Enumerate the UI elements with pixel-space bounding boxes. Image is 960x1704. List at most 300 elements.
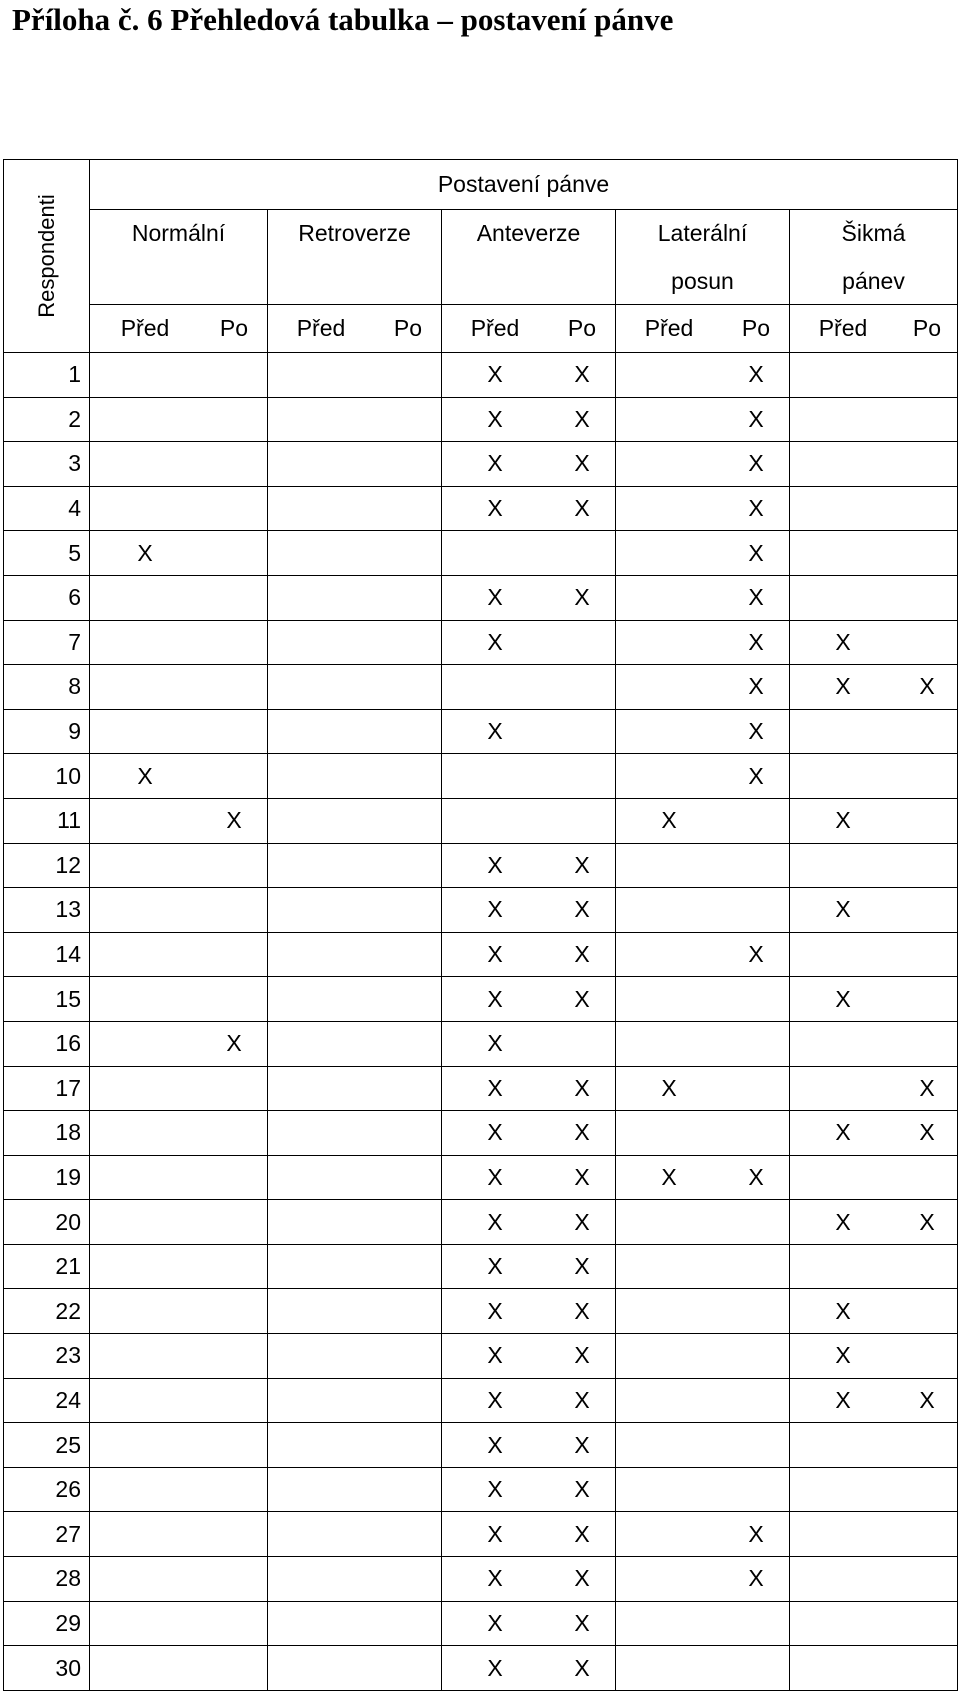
table-cell: X	[549, 1334, 616, 1379]
table-cell	[790, 709, 897, 754]
table-cell	[375, 1200, 442, 1245]
table-cell	[90, 1557, 201, 1602]
table-cell	[897, 709, 958, 754]
table-cell	[375, 1334, 442, 1379]
table-cell	[201, 932, 268, 977]
table-cell	[549, 620, 616, 665]
table-cell	[897, 977, 958, 1022]
table-cell: X	[790, 798, 897, 843]
table-cell	[268, 665, 375, 710]
table-cell	[268, 620, 375, 665]
table-row	[4, 843, 958, 888]
table-cell: X	[549, 1378, 616, 1423]
table-cell	[90, 1467, 201, 1512]
table-cell	[268, 754, 375, 799]
table-cell: X	[723, 486, 790, 531]
table-cell: X	[549, 1155, 616, 1200]
table-cell	[268, 1512, 375, 1557]
table-cell	[201, 1378, 268, 1423]
table-cell	[616, 1467, 723, 1512]
table-row	[4, 888, 958, 933]
table-cell: X	[549, 1200, 616, 1245]
table-cell	[723, 798, 790, 843]
table-cell: X	[549, 1244, 616, 1289]
table-cell	[790, 1512, 897, 1557]
table-cell	[442, 665, 549, 710]
table-cell	[90, 1378, 201, 1423]
respondent-number: 4	[4, 486, 90, 531]
table-row	[4, 1601, 958, 1646]
table-row	[4, 531, 958, 576]
table-row	[4, 754, 958, 799]
table-cell	[201, 1334, 268, 1379]
table-cell	[897, 843, 958, 888]
respondents-header: Respondenti	[33, 194, 59, 318]
table-cell: X	[442, 1646, 549, 1691]
table-cell	[90, 1334, 201, 1379]
table-cell	[375, 709, 442, 754]
table-cell	[90, 1289, 201, 1334]
table-cell	[790, 1557, 897, 1602]
table-cell: X	[442, 1378, 549, 1423]
table-cell	[616, 843, 723, 888]
table-cell	[616, 1512, 723, 1557]
table-cell: X	[616, 798, 723, 843]
table-cell	[616, 1334, 723, 1379]
table-cell	[268, 932, 375, 977]
table-row	[4, 486, 958, 531]
table-cell	[201, 888, 268, 933]
table-row	[4, 977, 958, 1022]
table-cell: X	[442, 397, 549, 442]
table-cell	[90, 1200, 201, 1245]
table-cell	[375, 1646, 442, 1691]
table-cell	[897, 798, 958, 843]
table-cell	[268, 1155, 375, 1200]
table-row	[4, 1244, 958, 1289]
table-cell	[268, 1021, 375, 1066]
table-cell: X	[897, 1378, 958, 1423]
respondent-number: 14	[4, 932, 90, 977]
table-cell	[549, 709, 616, 754]
table-cell	[90, 1601, 201, 1646]
table-cell: X	[723, 1155, 790, 1200]
table-cell	[790, 397, 897, 442]
category-sikma: Šikmá	[790, 209, 958, 258]
table-cell: X	[90, 531, 201, 576]
table-cell: X	[790, 1111, 897, 1156]
table-cell	[375, 486, 442, 531]
table-cell	[790, 1021, 897, 1066]
table-cell	[201, 575, 268, 620]
table-cell	[616, 1557, 723, 1602]
subheader-po: Po	[897, 305, 958, 353]
table-cell	[442, 754, 549, 799]
table-cell	[790, 531, 897, 576]
table-cell	[201, 1512, 268, 1557]
subheader-po: Po	[723, 305, 790, 353]
table-cell	[375, 620, 442, 665]
table-cell	[201, 1111, 268, 1156]
table-cell: X	[549, 1423, 616, 1468]
table-cell	[90, 620, 201, 665]
table-cell: X	[549, 1557, 616, 1602]
pelvis-position-table	[3, 159, 958, 1691]
table-row	[4, 1289, 958, 1334]
table-cell	[616, 1289, 723, 1334]
table-cell	[790, 1066, 897, 1111]
table-cell	[375, 843, 442, 888]
table-cell	[268, 843, 375, 888]
table-row	[4, 1512, 958, 1557]
page-title: Příloha č. 6 Přehledová tabulka – postavení pánve	[12, 2, 674, 37]
table-cell	[442, 798, 549, 843]
table-cell	[616, 1378, 723, 1423]
table-row	[4, 397, 958, 442]
subheader-pred: Před	[616, 305, 723, 353]
table-cell: X	[442, 709, 549, 754]
table-row	[4, 1467, 958, 1512]
subheader-pred: Před	[90, 305, 201, 353]
table-cell	[616, 397, 723, 442]
table-cell: X	[549, 1512, 616, 1557]
table-row	[4, 1111, 958, 1156]
table-cell	[375, 1111, 442, 1156]
table-cell	[723, 1200, 790, 1245]
table-cell	[897, 888, 958, 933]
respondent-number: 15	[4, 977, 90, 1022]
table-cell	[375, 1557, 442, 1602]
table-cell	[616, 531, 723, 576]
table-cell	[201, 1557, 268, 1602]
table-cell	[375, 977, 442, 1022]
table-cell	[616, 1200, 723, 1245]
table-cell	[90, 1066, 201, 1111]
table-cell	[897, 575, 958, 620]
table-cell	[375, 531, 442, 576]
table-cell	[90, 1021, 201, 1066]
table-cell	[90, 1646, 201, 1691]
table-cell	[616, 1423, 723, 1468]
table-cell: X	[549, 575, 616, 620]
table-cell	[790, 486, 897, 531]
table-cell: X	[790, 1289, 897, 1334]
respondent-number: 29	[4, 1601, 90, 1646]
table-cell	[201, 1601, 268, 1646]
table-cell	[90, 442, 201, 487]
table-cell	[268, 1557, 375, 1602]
table-cell	[897, 1155, 958, 1200]
table-cell	[616, 888, 723, 933]
table-cell	[616, 665, 723, 710]
table-cell	[897, 486, 958, 531]
table-row	[4, 442, 958, 487]
table-cell: X	[442, 1512, 549, 1557]
table-cell	[790, 1646, 897, 1691]
table-cell	[375, 575, 442, 620]
table-cell: X	[897, 1111, 958, 1156]
table-cell	[268, 709, 375, 754]
group-header: Postavení pánve	[90, 160, 958, 210]
table-cell	[375, 1021, 442, 1066]
respondent-number: 9	[4, 709, 90, 754]
respondent-number: 6	[4, 575, 90, 620]
subheader-po: Po	[549, 305, 616, 353]
table-cell: X	[442, 1021, 549, 1066]
table-cell: X	[897, 1066, 958, 1111]
respondent-number: 2	[4, 397, 90, 442]
table-row	[4, 1155, 958, 1200]
table-cell	[268, 353, 375, 398]
category-anteverze-line2	[442, 258, 616, 305]
table-cell	[723, 888, 790, 933]
table-cell: X	[723, 932, 790, 977]
table-cell	[268, 1066, 375, 1111]
table-cell: X	[442, 888, 549, 933]
respondent-number: 21	[4, 1244, 90, 1289]
table-cell	[90, 888, 201, 933]
table-row	[4, 575, 958, 620]
table-cell	[790, 1155, 897, 1200]
table-cell	[375, 932, 442, 977]
table-cell	[897, 932, 958, 977]
category-sikma-line2: pánev	[790, 258, 958, 305]
table-cell	[268, 888, 375, 933]
respondent-number: 18	[4, 1111, 90, 1156]
table-cell	[897, 1601, 958, 1646]
category-retroverze-line2	[268, 258, 442, 305]
table-cell	[90, 1111, 201, 1156]
respondent-number: 28	[4, 1557, 90, 1602]
table-cell: X	[723, 665, 790, 710]
table-cell	[549, 665, 616, 710]
table-cell: X	[442, 977, 549, 1022]
subheader-po: Po	[201, 305, 268, 353]
table-cell	[268, 486, 375, 531]
subheader-pred: Před	[268, 305, 375, 353]
table-cell: X	[897, 665, 958, 710]
table-cell: X	[442, 843, 549, 888]
table-cell: X	[442, 1289, 549, 1334]
table-cell	[268, 442, 375, 487]
table-cell	[201, 442, 268, 487]
table-cell: X	[549, 1111, 616, 1156]
table-cell: X	[442, 1111, 549, 1156]
table-cell: X	[897, 1200, 958, 1245]
table-row	[4, 665, 958, 710]
table-cell	[723, 1378, 790, 1423]
table-cell: X	[549, 1601, 616, 1646]
table-cell	[723, 1467, 790, 1512]
table-cell: X	[442, 442, 549, 487]
table-cell	[375, 1289, 442, 1334]
respondent-number: 30	[4, 1646, 90, 1691]
table-cell: X	[549, 353, 616, 398]
table-cell: X	[790, 665, 897, 710]
respondent-number: 24	[4, 1378, 90, 1423]
respondent-number: 17	[4, 1066, 90, 1111]
table-cell	[90, 1244, 201, 1289]
table-cell	[201, 531, 268, 576]
table-cell: X	[616, 1155, 723, 1200]
table-cell	[375, 754, 442, 799]
table-cell	[375, 888, 442, 933]
table-cell	[90, 397, 201, 442]
table-cell: X	[549, 1467, 616, 1512]
table-cell	[90, 1155, 201, 1200]
category-normalni: Normální	[90, 209, 268, 258]
table-cell	[790, 1244, 897, 1289]
table-cell	[90, 709, 201, 754]
table-cell	[268, 1289, 375, 1334]
table-cell	[897, 1512, 958, 1557]
table-row	[4, 798, 958, 843]
table-cell: X	[790, 1200, 897, 1245]
category-normalni-line2	[90, 258, 268, 305]
table-cell	[549, 531, 616, 576]
table-row	[4, 353, 958, 398]
table-cell	[897, 1646, 958, 1691]
table-cell: X	[549, 442, 616, 487]
table-cell: X	[549, 486, 616, 531]
table-cell: X	[549, 977, 616, 1022]
table-cell	[201, 1289, 268, 1334]
table-row	[4, 1423, 958, 1468]
table-cell	[790, 575, 897, 620]
table-cell	[616, 353, 723, 398]
table-cell	[616, 1601, 723, 1646]
table-cell: X	[790, 1334, 897, 1379]
table-cell	[268, 1244, 375, 1289]
respondent-number: 12	[4, 843, 90, 888]
table-cell	[375, 1467, 442, 1512]
table-cell: X	[442, 1200, 549, 1245]
table-cell: X	[549, 888, 616, 933]
table-cell: X	[723, 442, 790, 487]
table-cell: X	[723, 531, 790, 576]
table-cell	[549, 798, 616, 843]
table-cell	[897, 620, 958, 665]
table-cell	[897, 1423, 958, 1468]
table-cell	[90, 665, 201, 710]
category-lateralni: Laterální	[616, 209, 790, 258]
table-cell	[897, 1021, 958, 1066]
table-row	[4, 1021, 958, 1066]
table-cell	[375, 1378, 442, 1423]
respondent-number: 19	[4, 1155, 90, 1200]
table-cell	[90, 486, 201, 531]
respondent-number: 27	[4, 1512, 90, 1557]
table-cell	[268, 798, 375, 843]
table-cell: X	[723, 575, 790, 620]
table-cell	[723, 843, 790, 888]
table-cell	[616, 977, 723, 1022]
category-lateralni-line2: posun	[616, 258, 790, 305]
table-cell	[616, 754, 723, 799]
table-cell	[90, 798, 201, 843]
table-cell: X	[790, 620, 897, 665]
respondent-number: 8	[4, 665, 90, 710]
table-cell	[616, 709, 723, 754]
respondent-number: 3	[4, 442, 90, 487]
table-cell	[90, 575, 201, 620]
table-cell	[790, 1467, 897, 1512]
table-cell: X	[442, 1423, 549, 1468]
table-cell: X	[549, 397, 616, 442]
table-cell	[790, 1601, 897, 1646]
table-cell: X	[549, 1066, 616, 1111]
table-cell	[201, 1467, 268, 1512]
table-cell	[201, 1066, 268, 1111]
subheader-pred: Před	[442, 305, 549, 353]
table-cell	[790, 442, 897, 487]
table-cell	[268, 1334, 375, 1379]
table-cell	[897, 754, 958, 799]
table-cell: X	[201, 1021, 268, 1066]
table-cell	[723, 1334, 790, 1379]
table-cell	[616, 442, 723, 487]
table-row	[4, 1378, 958, 1423]
table-cell	[90, 353, 201, 398]
table-cell: X	[723, 709, 790, 754]
table-cell	[201, 620, 268, 665]
table-cell: X	[616, 1066, 723, 1111]
table-cell	[375, 353, 442, 398]
table-row	[4, 1066, 958, 1111]
table-row	[4, 1200, 958, 1245]
table-cell	[90, 1423, 201, 1468]
table-cell	[201, 754, 268, 799]
table-cell	[549, 754, 616, 799]
table-cell	[375, 397, 442, 442]
table-cell	[268, 1646, 375, 1691]
table-cell	[897, 531, 958, 576]
respondent-number: 7	[4, 620, 90, 665]
table-cell	[201, 1423, 268, 1468]
table-cell	[790, 843, 897, 888]
table-cell: X	[442, 1557, 549, 1602]
table-row	[4, 1557, 958, 1602]
table-cell: X	[549, 1646, 616, 1691]
table-cell	[723, 1646, 790, 1691]
table-cell	[723, 1423, 790, 1468]
table-cell	[268, 1111, 375, 1156]
table-cell: X	[549, 932, 616, 977]
table-cell	[897, 397, 958, 442]
table-cell	[375, 665, 442, 710]
respondent-number: 25	[4, 1423, 90, 1468]
table-cell	[616, 932, 723, 977]
table-cell	[442, 531, 549, 576]
respondent-number: 1	[4, 353, 90, 398]
table-cell: X	[442, 1601, 549, 1646]
table-cell	[723, 1289, 790, 1334]
table-cell	[90, 932, 201, 977]
table-cell	[616, 1021, 723, 1066]
table-cell: X	[723, 754, 790, 799]
table-cell	[549, 1021, 616, 1066]
respondent-number: 10	[4, 754, 90, 799]
table-cell	[897, 353, 958, 398]
table-row	[4, 1646, 958, 1691]
table-cell	[90, 843, 201, 888]
table-cell	[723, 1066, 790, 1111]
table-cell	[616, 1111, 723, 1156]
table-cell	[375, 442, 442, 487]
table-cell	[90, 977, 201, 1022]
table-cell	[268, 575, 375, 620]
table-cell	[375, 1155, 442, 1200]
